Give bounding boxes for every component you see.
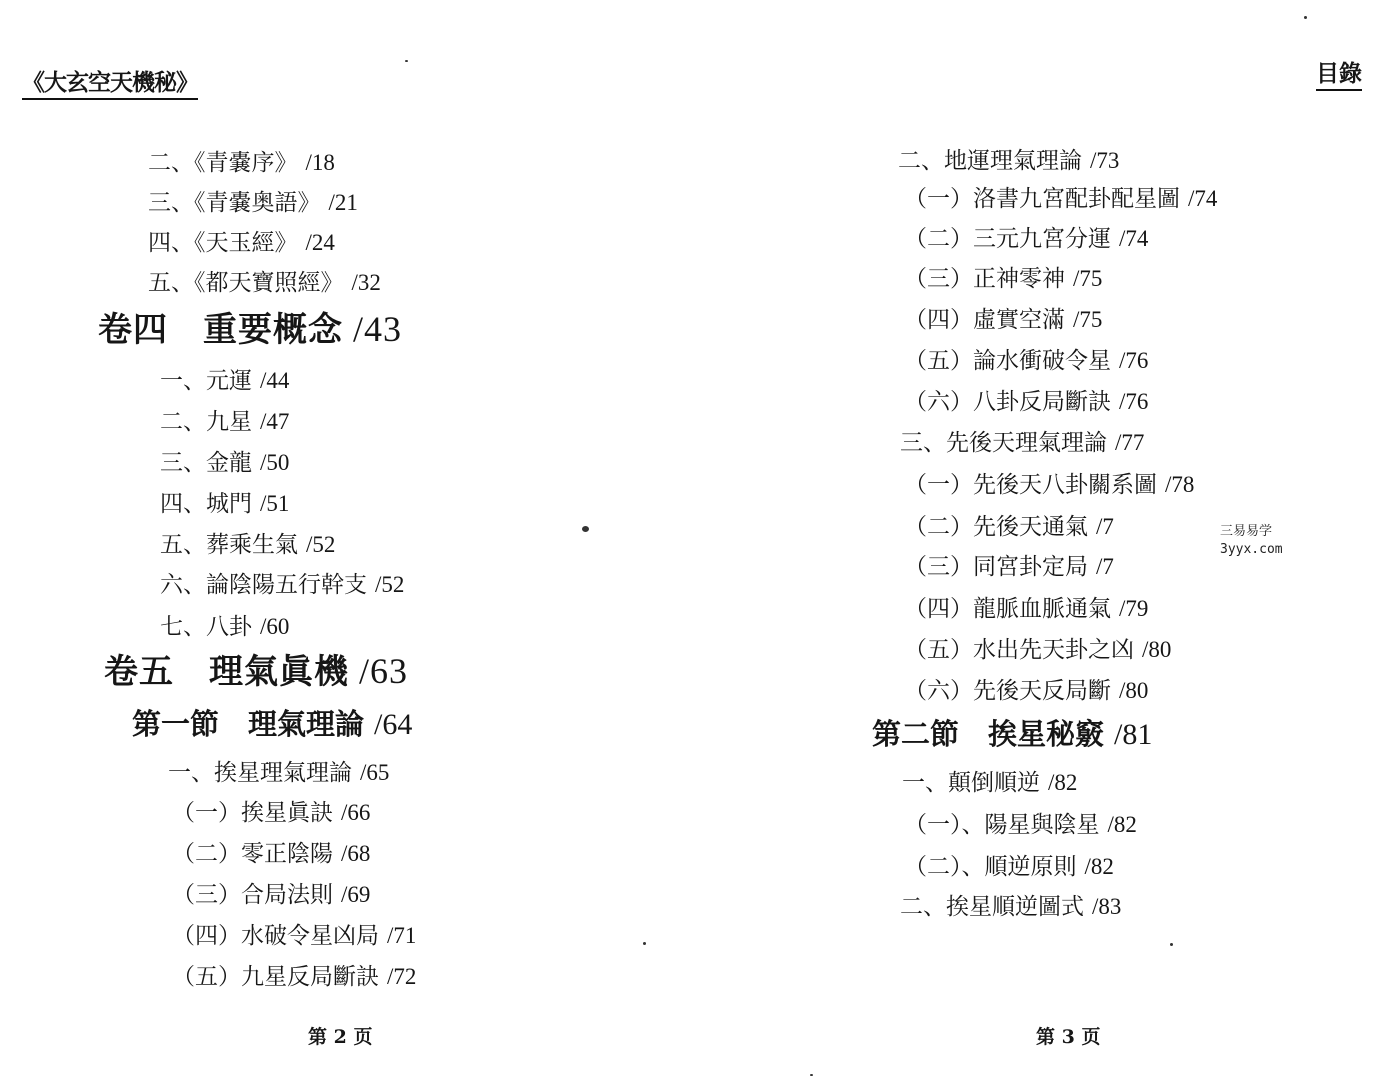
toc-entry: （一）、陽星與陰星 /82 (904, 812, 1137, 838)
section-heading: 第一節 理氣理論 /64 (132, 707, 413, 741)
toc-entry: （一）先後天八卦關系圖 /78 (904, 472, 1195, 498)
toc-entry: 五、葬乘生氣 /52 (160, 532, 336, 558)
toc-entry: （六）八卦反局斷訣 /76 (904, 389, 1149, 415)
toc-entry: （二）、順逆原則 /82 (904, 854, 1114, 880)
toc-entry: （五）論水衝破令星 /76 (904, 348, 1149, 374)
toc-entry: 五、《都天寶照經》 /32 (148, 270, 381, 296)
toc-entry: （四）水破令星凶局 /71 (172, 923, 417, 949)
chapter-heading: 卷四 重要概念 /43 (98, 309, 403, 350)
page-number-footer: 第 2 页 (308, 1026, 373, 1048)
scan-speck (643, 942, 646, 945)
toc-entry: 六、論陰陽五行幹支 /52 (160, 572, 405, 598)
section-heading: 第二節 挨星秘竅 /81 (872, 717, 1153, 751)
toc-entry: （二）三元九宮分運 /74 (904, 226, 1149, 252)
toc-entry: 一、顛倒順逆 /82 (902, 770, 1078, 796)
watermark-line-url: 3yyx.com (1220, 542, 1283, 557)
chapter-heading: 卷五 理氣眞機 /63 (104, 651, 409, 692)
toc-entry: 四、《天玉經》 /24 (148, 230, 335, 256)
toc-entry: （三）同宮卦定局 /7 (904, 554, 1114, 580)
toc-entry: 七、八卦 /60 (160, 614, 290, 640)
toc-entry: 二、挨星順逆圖式 /83 (900, 894, 1122, 920)
page-number-footer: 第 3 页 (1036, 1026, 1101, 1048)
scan-speck (1170, 943, 1173, 946)
toc-entry: （一）洛書九宮配卦配星圖 /74 (904, 186, 1218, 212)
toc-entry: （五）水出先天卦之凶 /80 (904, 637, 1172, 663)
toc-entry: （四）虛實空滿 /75 (904, 307, 1103, 333)
scan-speck (405, 60, 408, 62)
toc-entry: 二、地運理氣理論 /73 (898, 148, 1120, 174)
toc-entry: 三、《青嚢奥語》 /21 (148, 190, 358, 216)
scan-speck (582, 526, 589, 532)
toc-entry: （二）零正陰陽 /68 (172, 841, 371, 867)
toc-entry: （一）挨星眞訣 /66 (172, 800, 371, 826)
scan-speck (810, 1074, 813, 1076)
toc-entry: （五）九星反局斷訣 /72 (172, 964, 417, 990)
watermark-line-cn: 三易易学 (1220, 524, 1273, 539)
toc-entry: 四、城門 /51 (160, 491, 290, 517)
toc-entry: 一、元運 /44 (160, 368, 290, 394)
toc-entry: 一、挨星理氣理論 /65 (168, 760, 390, 786)
toc-entry: （三）合局法則 /69 (172, 882, 371, 908)
toc-entry: （二）先後天通氣 /7 (904, 514, 1114, 540)
toc-entry: 二、《青嚢序》 /18 (148, 150, 335, 176)
book-title-header: 《大玄空天機秘》 (22, 64, 198, 100)
scan-speck (1304, 16, 1307, 19)
toc-entry: 三、先後天理氣理論 /77 (900, 430, 1145, 456)
right-page (690, 0, 1380, 1079)
toc-entry: （六）先後天反局斷 /80 (904, 678, 1149, 704)
toc-entry: 三、金龍 /50 (160, 450, 290, 476)
toc-entry: （四）龍脈血脈通氣 /79 (904, 596, 1149, 622)
contents-header: 目錄 (1316, 55, 1362, 91)
toc-entry: （三）正神零神 /75 (904, 266, 1103, 292)
toc-entry: 二、九星 /47 (160, 409, 290, 435)
